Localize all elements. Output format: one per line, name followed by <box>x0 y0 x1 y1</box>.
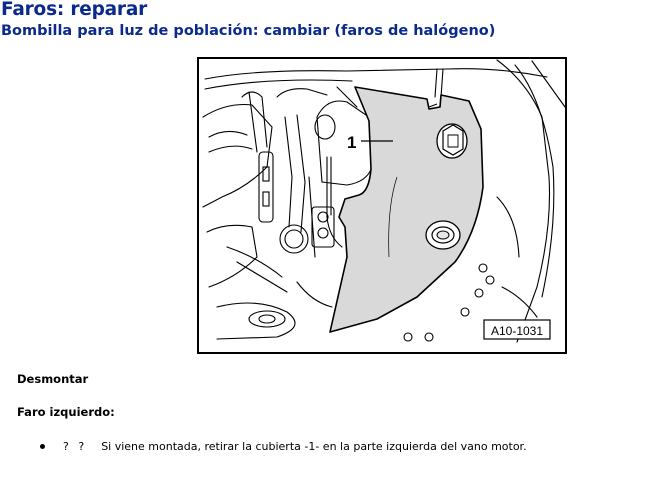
page-title: Faros: reparar <box>1 0 148 20</box>
step-text: Si viene montada, retirar la cubierta -1- en la parte izquierda del vano motor. <box>101 440 527 453</box>
figure-code: A10-1031 <box>490 324 544 338</box>
sub-heading-faro-izquierdo: Faro izquierdo: <box>17 405 115 419</box>
section-heading-desmontar: Desmontar <box>17 372 89 386</box>
callout-number: 1 <box>347 133 357 152</box>
bullet-icon <box>40 444 45 449</box>
engine-bay-figure <box>197 57 567 354</box>
bullet-marks: ? ? <box>63 440 88 453</box>
list-item <box>40 440 527 453</box>
page-subtitle: Bombilla para luz de población: cambiar (faros de halógeno) <box>1 23 496 39</box>
